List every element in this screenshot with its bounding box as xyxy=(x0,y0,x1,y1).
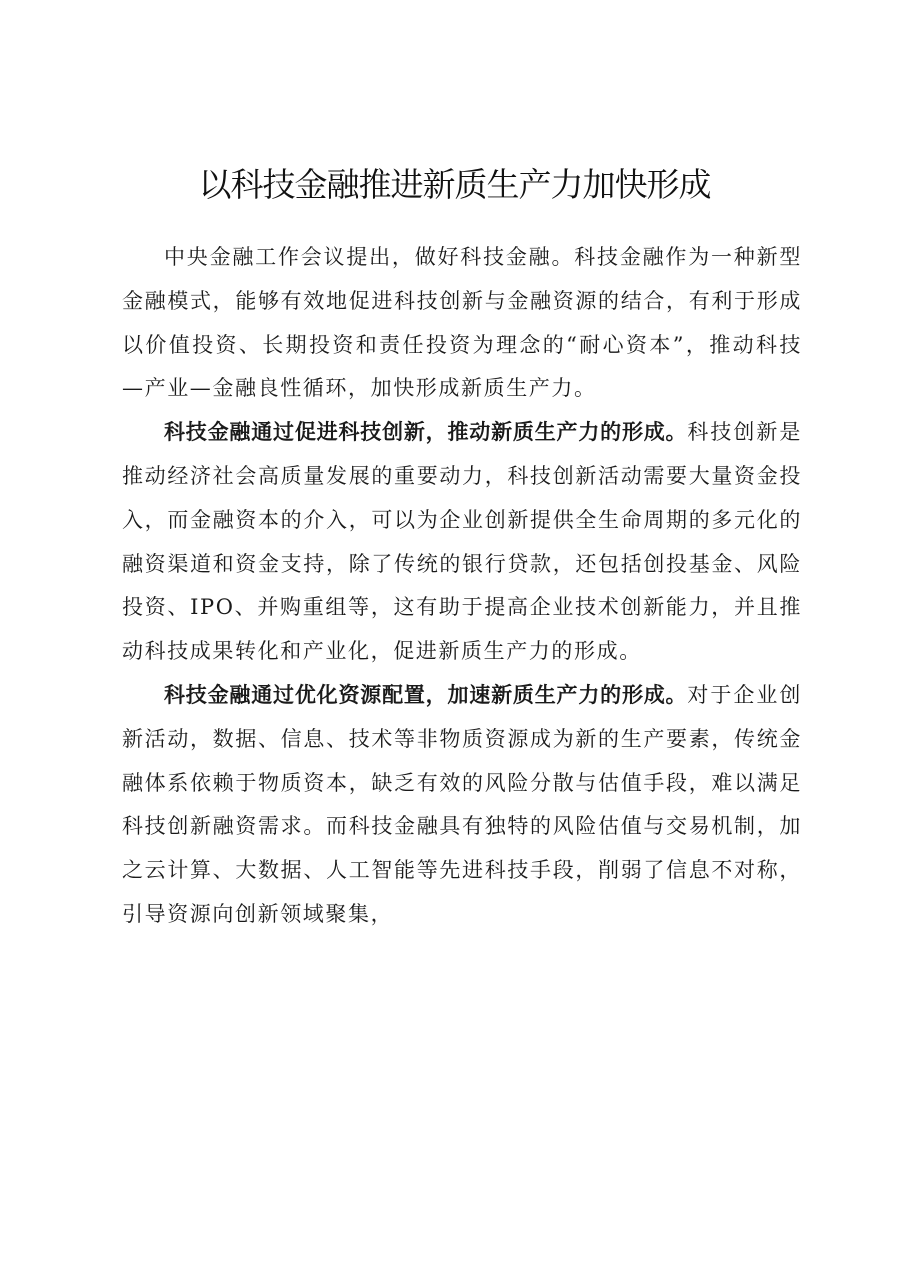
paragraph-lead: 科技金融通过优化资源配置，加速新质生产力的形成。 xyxy=(164,682,688,707)
paragraph-resources xyxy=(122,674,802,937)
document-title: 以科技金融推进新质生产力加快形成 xyxy=(198,165,711,204)
paragraph-lead: 科技金融通过促进科技创新，推动新质生产力的形成。 xyxy=(164,420,688,445)
paragraph-intro xyxy=(122,236,802,411)
document-body xyxy=(122,236,802,937)
paragraph-innovation xyxy=(122,411,802,674)
paragraph-text: 科技创新是推动经济社会高质量发展的重要动力，科技创新活动需要大量资金投入，而金融资本的介入，可以为企业创新提供全生命周期的多元化的融资渠道和资金支持，除了传统的银行贷款，还包括创投基金、风险投资、IPO、并购重组等，这有助于提高企业技术创新能力，并且推动科技成果转化和产业化，促进新质生产力的形成。 xyxy=(122,420,803,664)
paragraph-text: 中央金融工作会议提出，做好科技金融。科技金融作为一种新型金融模式，能够有效地促进科技创新与金融资源的结合，有利于形成以价值投资、长期投资和责任投资为理念的“耐心资本”，推动科技—产业—金融良性循环，加快形成新质生产力。 xyxy=(122,245,802,401)
paragraph-text: 对于企业创新活动，数据、信息、技术等非物质资源成为新的生产要素，传统金融体系依赖于物质资本，缺乏有效的风险分散与估值手段，难以满足科技创新融资需求。而科技金融具有独特的风险估值与交易机制，加之云计算、大数据、人工智能等先进科技手段，削弱了信息不对称，引导资源向创新领域聚集， xyxy=(122,682,803,926)
